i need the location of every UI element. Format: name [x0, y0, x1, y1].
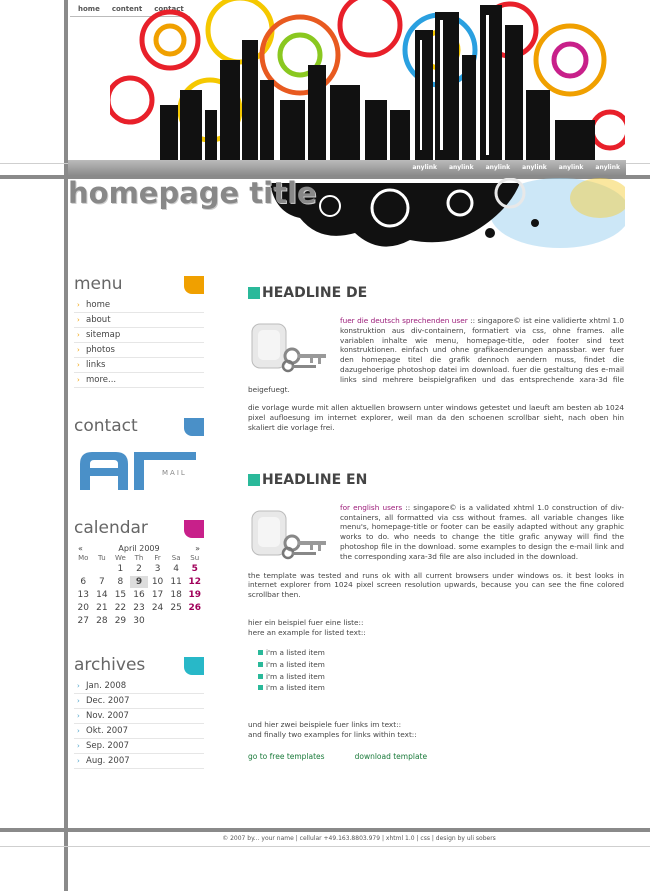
de-body-text: :: singapore© ist eine validierte xhtml 1.0 konstruktion aus div-containern, formatiert via css, ohne frames. alle variablen inhalte wie menu, homepage-title, oder footer sind text konstruktionen. einfach und ohne grafikaenderungen anpassbar. wer fuer den homepage titel die grafik dennoch aendern muss, findet die dazugehoerige photoshop datei im download. fuer die gestaltung des e-mail links sind mehrere beispielgrafiken und das entsprechende xara-3d file beigefuegt. — [248, 316, 624, 394]
calendar-grid — [74, 554, 204, 627]
example-links — [248, 752, 624, 761]
calendar-day[interactable]: 7 — [98, 577, 105, 587]
calendar-day[interactable]: 23 — [133, 603, 145, 613]
calendar-day[interactable]: 25 — [170, 603, 182, 613]
archive-item[interactable] — [74, 709, 204, 724]
calendar-day[interactable]: 22 — [114, 603, 127, 613]
en-paragraph-2: the template was tested and runs ok with all current browsers under windows os. it best looks in internet explorer from 1024 pixel screen resolution upwards, because you can see the fine colored scrollbar then. — [248, 570, 624, 600]
calendar-day[interactable]: 16 — [133, 590, 145, 600]
archive-item[interactable] — [74, 694, 204, 709]
frame-vertical-line — [64, 0, 68, 891]
arrow-right-icon: › — [77, 316, 80, 324]
main-content — [248, 280, 624, 761]
menu-list — [74, 298, 204, 388]
calendar-heading: calendar — [74, 518, 148, 538]
calendar-day[interactable]: 8 — [117, 577, 124, 587]
calendar-day[interactable]: 14 — [96, 590, 108, 600]
calendar-day-name: We — [115, 554, 126, 562]
calendar-day[interactable]: 12 — [188, 577, 201, 587]
calendar-day[interactable]: 29 — [114, 616, 127, 626]
calendar-day[interactable]: 10 — [151, 577, 164, 587]
calendar — [74, 544, 204, 627]
header-link-4[interactable]: anylink — [522, 164, 547, 171]
de-lead-text: fuer die deutsch sprechenden user — [340, 316, 468, 325]
archive-item[interactable] — [74, 724, 204, 739]
calendar-day[interactable]: 9 — [130, 576, 149, 588]
calendar-day[interactable]: 26 — [188, 603, 201, 613]
arrow-right-icon: › — [77, 682, 80, 690]
archive-item-label: Okt. 2007 — [86, 726, 128, 736]
archive-item-label: Dec. 2007 — [86, 696, 130, 706]
header-skyline-image — [110, 0, 625, 160]
archives-color-square — [184, 657, 204, 675]
de-section — [248, 316, 624, 433]
contact-color-square — [184, 418, 204, 436]
calendar-day[interactable]: 5 — [191, 564, 198, 574]
menu-heading: menu — [74, 274, 123, 294]
contact-heading: contact — [74, 416, 138, 436]
calendar-day[interactable]: 28 — [96, 616, 108, 626]
archive-item[interactable] — [74, 679, 204, 694]
headline-de-text: HEADLINE DE — [262, 285, 368, 301]
archive-item[interactable] — [74, 754, 204, 769]
topnav-content[interactable]: content — [111, 5, 143, 13]
calendar-day[interactable]: 20 — [77, 603, 89, 613]
list-item: i'm a listed item — [258, 671, 624, 683]
example-list — [258, 647, 624, 694]
arrow-right-icon: › — [77, 331, 80, 339]
headline-square-icon — [248, 474, 260, 486]
menu-item-home[interactable] — [74, 298, 204, 313]
topnav-contact[interactable]: contact — [154, 5, 184, 13]
calendar-day[interactable]: 19 — [188, 590, 201, 600]
arrow-right-icon: › — [77, 757, 80, 765]
header-link-5[interactable]: anylink — [558, 164, 584, 171]
topnav-home[interactable]: home — [78, 5, 100, 13]
headline-en — [248, 467, 624, 493]
keys-image — [248, 505, 334, 563]
calendar-day-name: Tu — [98, 554, 106, 562]
archive-item-label: Nov. 2007 — [86, 711, 129, 721]
calendar-heading-box — [74, 514, 204, 540]
headline-square-icon — [248, 287, 260, 299]
header-link-1[interactable]: anylink — [412, 164, 437, 171]
menu-item-links[interactable] — [74, 358, 204, 373]
calendar-day[interactable]: 2 — [136, 564, 142, 574]
calendar-day[interactable]: 30 — [133, 616, 145, 626]
calendar-day[interactable]: 1 — [117, 564, 124, 574]
download-template-link[interactable]: download template — [354, 752, 428, 762]
free-templates-link[interactable]: go to free templates — [248, 752, 325, 762]
calendar-day-name: Fr — [154, 554, 161, 562]
arrow-right-icon: › — [77, 712, 80, 720]
links-intro — [248, 720, 624, 740]
email-logo-link[interactable] — [76, 444, 200, 494]
en-section — [248, 503, 624, 600]
calendar-day-name: Mo — [78, 554, 89, 562]
list-intro-de: hier ein beispiel fuer eine liste:: — [248, 617, 364, 627]
de-paragraph-2: die vorlage wurde mit allen aktuellen browsern unter windows getestet und laeuft am besten ab 1024 pixel aufloesung im internet explorer, weil man da den schoenen scrollbar sieht, nach oben hin skaliert die vorlage frei. — [248, 403, 624, 432]
headline-en-text: HEADLINE EN — [262, 471, 368, 488]
header-link-6[interactable]: anylink — [595, 164, 620, 171]
calendar-color-square — [184, 520, 204, 538]
calendar-day[interactable]: 21 — [96, 603, 108, 613]
calendar-day[interactable]: 11 — [170, 577, 182, 587]
arrow-right-icon: › — [77, 346, 80, 354]
menu-item-label: more... — [86, 375, 117, 385]
menu-item-label: photos — [86, 345, 115, 355]
footer: © 2007 by... your name | cellular +49.163.8803.979 | xhtml 1.0 | css | design by uli sobers — [222, 835, 496, 842]
frame-horizontal-line-bottom — [0, 828, 650, 832]
archive-item-label: Sep. 2007 — [86, 741, 130, 751]
calendar-day-name: Su — [190, 554, 200, 562]
menu-item-label: links — [86, 360, 106, 370]
calendar-day[interactable]: 24 — [151, 603, 164, 613]
arrow-right-icon: › — [77, 742, 80, 750]
arrow-right-icon: › — [77, 376, 80, 384]
archives-heading: archives — [74, 655, 146, 675]
page-title: homepage title — [68, 176, 317, 210]
calendar-day[interactable]: 4 — [173, 564, 179, 574]
menu-item-photos[interactable] — [74, 343, 204, 358]
calendar-empty-cell — [74, 563, 93, 575]
archives-list — [74, 679, 204, 769]
archive-item-label: Jan. 2008 — [86, 681, 127, 691]
calendar-empty-cell — [93, 563, 112, 575]
header-link-3[interactable]: anylink — [485, 164, 511, 171]
calendar-prev-button[interactable]: « — [78, 544, 83, 553]
archive-item[interactable] — [74, 739, 204, 754]
calendar-day[interactable]: 6 — [80, 577, 87, 587]
calendar-day[interactable]: 17 — [151, 590, 164, 600]
menu-item-label: sitemap — [86, 330, 121, 340]
list-intro-en: here an example for listed text:: — [248, 627, 366, 637]
arrow-right-icon: › — [77, 697, 80, 705]
calendar-month-label: April 2009 — [118, 544, 160, 553]
calendar-day[interactable]: 3 — [154, 564, 161, 574]
keys-image — [248, 318, 334, 376]
calendar-day[interactable]: 18 — [170, 590, 182, 600]
menu-item-label: home — [86, 300, 111, 310]
headline-de — [248, 280, 624, 306]
menu-color-square — [184, 276, 204, 294]
archives-heading-box — [74, 651, 204, 677]
menu-item-more[interactable] — [74, 373, 204, 388]
calendar-day-name: Th — [134, 554, 144, 562]
email-logo-text: MAIL — [162, 469, 187, 477]
en-body-text: :: singapore© is a validated xhtml 1.0 construction of div-containers, all formatted via css without frames. all variable changes like menu's, homepage-title or footer can be easily adapted without any graphic works to do. who needs to change the title grafic anyway will find the photoshop file in the download. some examples to design the e-mail link and the corresponding xara-3d file are also included in the download. — [340, 502, 624, 561]
calendar-day[interactable]: 13 — [77, 590, 89, 600]
calendar-day[interactable]: 27 — [77, 616, 89, 626]
contact-heading-box — [74, 412, 204, 438]
header-link-bar — [68, 160, 626, 175]
list-item: i'm a listed item — [258, 659, 624, 671]
frame-thin-line-bottom — [0, 846, 650, 847]
menu-heading-box — [74, 270, 204, 296]
links-intro-de: und hier zwei beispiele fuer links im text:: — [248, 720, 402, 730]
menu-item-sitemap[interactable] — [74, 328, 204, 343]
links-intro-en: and finally two examples for links within text:: — [248, 730, 417, 740]
menu-item-about[interactable] — [74, 313, 204, 328]
calendar-day-name: Sa — [171, 554, 181, 562]
list-item: i'm a listed item — [258, 647, 624, 659]
calendar-empty-cell — [185, 615, 204, 627]
menu-item-label: about — [86, 315, 111, 325]
sidebar — [74, 270, 204, 769]
calendar-empty-cell — [148, 615, 167, 627]
list-intro — [248, 618, 624, 638]
calendar-empty-cell — [167, 615, 186, 627]
header-link-2[interactable]: anylink — [448, 164, 474, 171]
arrow-right-icon: › — [77, 361, 80, 369]
list-item: i'm a listed item — [258, 682, 624, 694]
archive-item-label: Aug. 2007 — [86, 756, 130, 766]
arrow-right-icon: › — [77, 727, 80, 735]
calendar-next-button[interactable]: » — [195, 544, 200, 553]
en-lead-text: for english users — [340, 502, 403, 512]
calendar-day[interactable]: 15 — [114, 590, 127, 600]
arrow-right-icon: › — [77, 301, 80, 309]
